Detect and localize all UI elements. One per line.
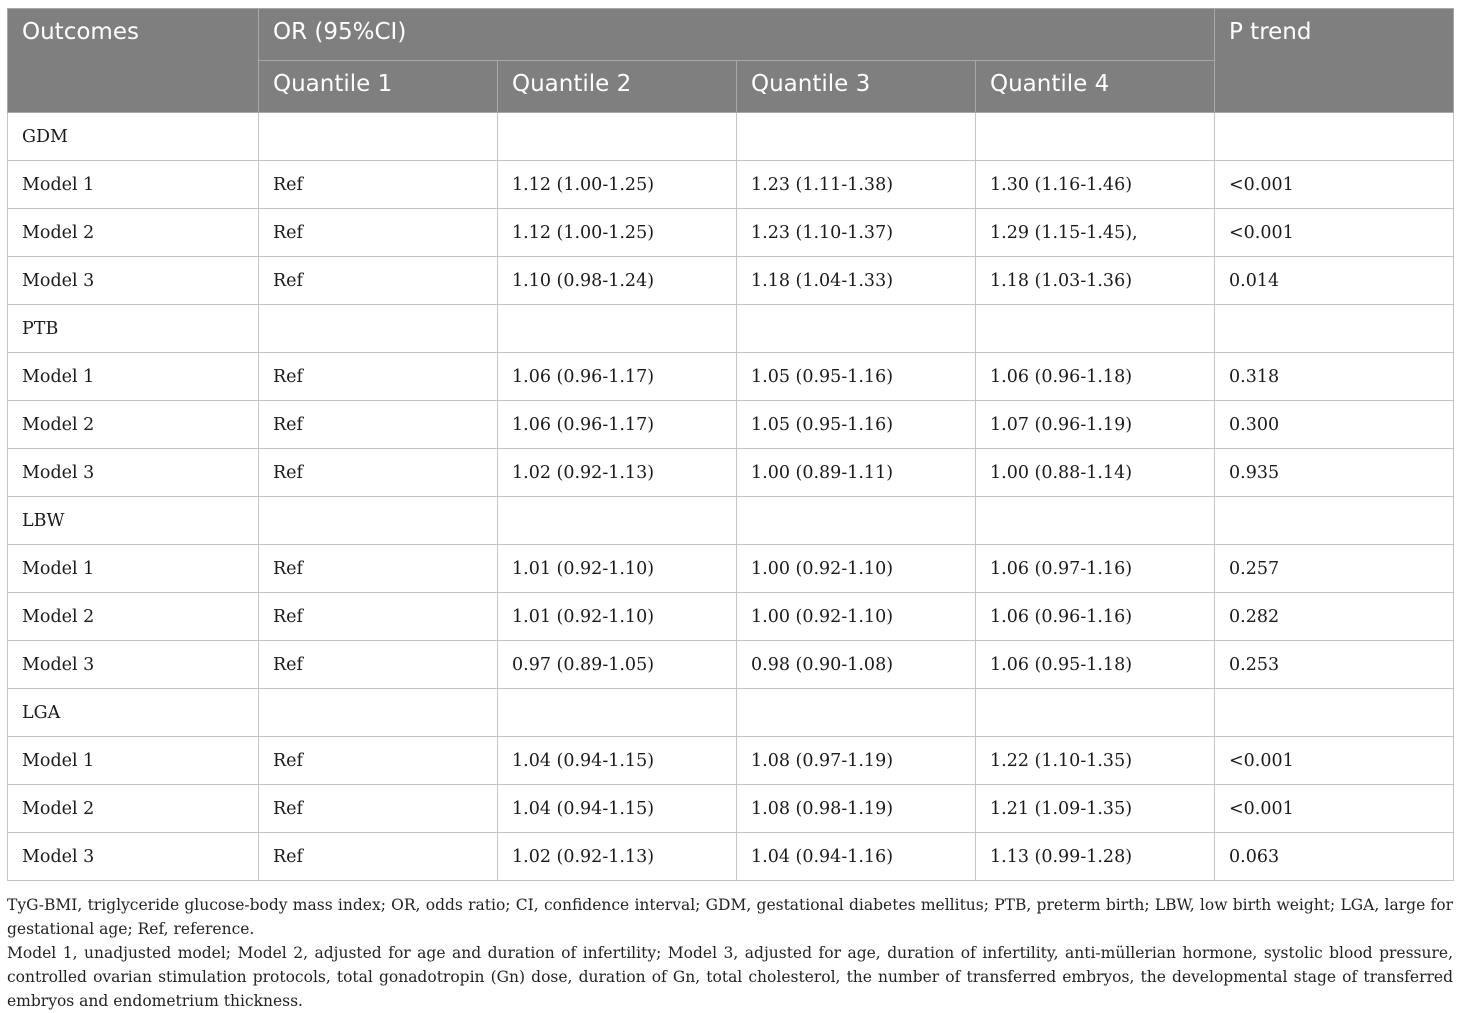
model-name-cell: Model 1 [8, 161, 259, 209]
p-trend-cell: 0.318 [1215, 353, 1454, 401]
or-cell-q3: 1.04 (0.94-1.16) [737, 833, 976, 881]
or-cell-q1: Ref [259, 641, 498, 689]
or-cell-q3: 1.00 (0.92-1.10) [737, 593, 976, 641]
or-cell-q1: Ref [259, 401, 498, 449]
table-row [8, 785, 1454, 833]
table-row [8, 209, 1454, 257]
empty-cell [976, 497, 1215, 545]
empty-cell [976, 113, 1215, 161]
table-row [8, 449, 1454, 497]
or-cell-q2: 1.06 (0.96-1.17) [498, 401, 737, 449]
group-row-gdm [8, 113, 1454, 161]
footnote-models: Model 1, unadjusted model; Model 2, adjusted for age and duration of infertility; Model 3, adjusted for age, duration of infertility, anti-müllerian hormone, systolic blood pressure, controlled ovarian stimulation protocols, total gonadotropin (Gn) dose, duration of Gn, total cholesterol, the number of transferred embryos, the developmental stage of transferred embryos and endometrium thickness. [7, 944, 1453, 1010]
group-row-ptb [8, 305, 1454, 353]
or-cell-q3: 1.23 (1.11-1.38) [737, 161, 976, 209]
or-cell-q1: Ref [259, 209, 498, 257]
or-cell-q4: 1.06 (0.96-1.18) [976, 353, 1215, 401]
header-quantile-3: Quantile 3 [737, 61, 976, 113]
or-cell-q3: 1.08 (0.98-1.19) [737, 785, 976, 833]
p-trend-cell: <0.001 [1215, 785, 1454, 833]
header-outcomes: Outcomes [8, 9, 259, 113]
or-cell-q1: Ref [259, 593, 498, 641]
model-name-cell: Model 3 [8, 833, 259, 881]
empty-cell [976, 305, 1215, 353]
header-p-trend: P trend [1215, 9, 1454, 113]
empty-cell [498, 497, 737, 545]
footnote-abbreviations: TyG-BMI, triglyceride glucose-body mass index; OR, odds ratio; CI, confidence interval; GDM, gestational diabetes mellitus; PTB, preterm birth; LBW, low birth weight; LGA, large for gestational age; Ref, reference. [7, 896, 1453, 938]
or-cell-q3: 0.98 (0.90-1.08) [737, 641, 976, 689]
p-trend-cell: 0.935 [1215, 449, 1454, 497]
group-label: PTB [8, 305, 259, 353]
or-cell-q1: Ref [259, 449, 498, 497]
or-cell-q3: 1.18 (1.04-1.33) [737, 257, 976, 305]
header-quantile-1: Quantile 1 [259, 61, 498, 113]
p-trend-cell: <0.001 [1215, 161, 1454, 209]
p-trend-cell: 0.253 [1215, 641, 1454, 689]
empty-cell [737, 113, 976, 161]
or-cell-q4: 1.07 (0.96-1.19) [976, 401, 1215, 449]
table-row [8, 737, 1454, 785]
table-row [8, 641, 1454, 689]
empty-cell [498, 305, 737, 353]
empty-cell [259, 497, 498, 545]
or-cell-q2: 1.04 (0.94-1.15) [498, 737, 737, 785]
or-cell-q4: 1.00 (0.88-1.14) [976, 449, 1215, 497]
group-label: GDM [8, 113, 259, 161]
or-cell-q4: 1.06 (0.95-1.18) [976, 641, 1215, 689]
or-cell-q4: 1.22 (1.10-1.35) [976, 737, 1215, 785]
model-name-cell: Model 1 [8, 353, 259, 401]
or-cell-q3: 1.00 (0.89-1.11) [737, 449, 976, 497]
or-cell-q4: 1.18 (1.03-1.36) [976, 257, 1215, 305]
table-header [8, 9, 1454, 113]
model-name-cell: Model 2 [8, 785, 259, 833]
table-body [8, 113, 1454, 881]
or-cell-q3: 1.05 (0.95-1.16) [737, 353, 976, 401]
or-cell-q1: Ref [259, 161, 498, 209]
group-row-lbw [8, 497, 1454, 545]
or-cell-q3: 1.05 (0.95-1.16) [737, 401, 976, 449]
empty-cell [498, 689, 737, 737]
empty-cell [737, 305, 976, 353]
or-cell-q2: 1.12 (1.00-1.25) [498, 209, 737, 257]
empty-cell [1215, 689, 1454, 737]
table-row [8, 545, 1454, 593]
header-quantile-2: Quantile 2 [498, 61, 737, 113]
group-row-lga [8, 689, 1454, 737]
or-cell-q2: 0.97 (0.89-1.05) [498, 641, 737, 689]
table-row [8, 833, 1454, 881]
or-cell-q4: 1.21 (1.09-1.35) [976, 785, 1215, 833]
header-or-group: OR (95%CI) [259, 9, 1215, 61]
p-trend-cell: 0.300 [1215, 401, 1454, 449]
p-trend-cell: 0.063 [1215, 833, 1454, 881]
empty-cell [737, 689, 976, 737]
p-trend-cell: <0.001 [1215, 737, 1454, 785]
empty-cell [1215, 113, 1454, 161]
or-cell-q4: 1.06 (0.96-1.16) [976, 593, 1215, 641]
results-table-container [7, 8, 1453, 881]
group-label: LBW [8, 497, 259, 545]
model-name-cell: Model 2 [8, 209, 259, 257]
or-cell-q2: 1.04 (0.94-1.15) [498, 785, 737, 833]
table-row [8, 593, 1454, 641]
or-cell-q3: 1.23 (1.10-1.37) [737, 209, 976, 257]
or-cell-q4: 1.13 (0.99-1.28) [976, 833, 1215, 881]
or-cell-q1: Ref [259, 257, 498, 305]
model-name-cell: Model 3 [8, 257, 259, 305]
model-name-cell: Model 1 [8, 545, 259, 593]
model-name-cell: Model 1 [8, 737, 259, 785]
model-name-cell: Model 3 [8, 641, 259, 689]
model-name-cell: Model 2 [8, 401, 259, 449]
or-cell-q3: 1.08 (0.97-1.19) [737, 737, 976, 785]
or-cell-q1: Ref [259, 353, 498, 401]
empty-cell [1215, 305, 1454, 353]
or-cell-q4: 1.06 (0.97-1.16) [976, 545, 1215, 593]
or-cell-q4: 1.29 (1.15-1.45), [976, 209, 1215, 257]
empty-cell [1215, 497, 1454, 545]
or-cell-q2: 1.06 (0.96-1.17) [498, 353, 737, 401]
empty-cell [259, 305, 498, 353]
p-trend-cell: 0.257 [1215, 545, 1454, 593]
table-row [8, 401, 1454, 449]
table-row [8, 353, 1454, 401]
p-trend-cell: 0.282 [1215, 593, 1454, 641]
or-cell-q4: 1.30 (1.16-1.46) [976, 161, 1215, 209]
table-row [8, 161, 1454, 209]
empty-cell [259, 113, 498, 161]
or-cell-q2: 1.02 (0.92-1.13) [498, 833, 737, 881]
or-cell-q2: 1.01 (0.92-1.10) [498, 593, 737, 641]
or-cell-q2: 1.02 (0.92-1.13) [498, 449, 737, 497]
model-name-cell: Model 2 [8, 593, 259, 641]
group-label: LGA [8, 689, 259, 737]
or-cell-q3: 1.00 (0.92-1.10) [737, 545, 976, 593]
results-table [7, 8, 1454, 881]
table-row [8, 257, 1454, 305]
empty-cell [498, 113, 737, 161]
p-trend-cell: <0.001 [1215, 209, 1454, 257]
empty-cell [976, 689, 1215, 737]
or-cell-q1: Ref [259, 545, 498, 593]
p-trend-cell: 0.014 [1215, 257, 1454, 305]
or-cell-q2: 1.10 (0.98-1.24) [498, 257, 737, 305]
empty-cell [737, 497, 976, 545]
or-cell-q1: Ref [259, 785, 498, 833]
header-quantile-4: Quantile 4 [976, 61, 1215, 113]
or-cell-q2: 1.12 (1.00-1.25) [498, 161, 737, 209]
empty-cell [259, 689, 498, 737]
table-footnotes [7, 893, 1453, 1013]
or-cell-q1: Ref [259, 737, 498, 785]
or-cell-q1: Ref [259, 833, 498, 881]
model-name-cell: Model 3 [8, 449, 259, 497]
or-cell-q2: 1.01 (0.92-1.10) [498, 545, 737, 593]
